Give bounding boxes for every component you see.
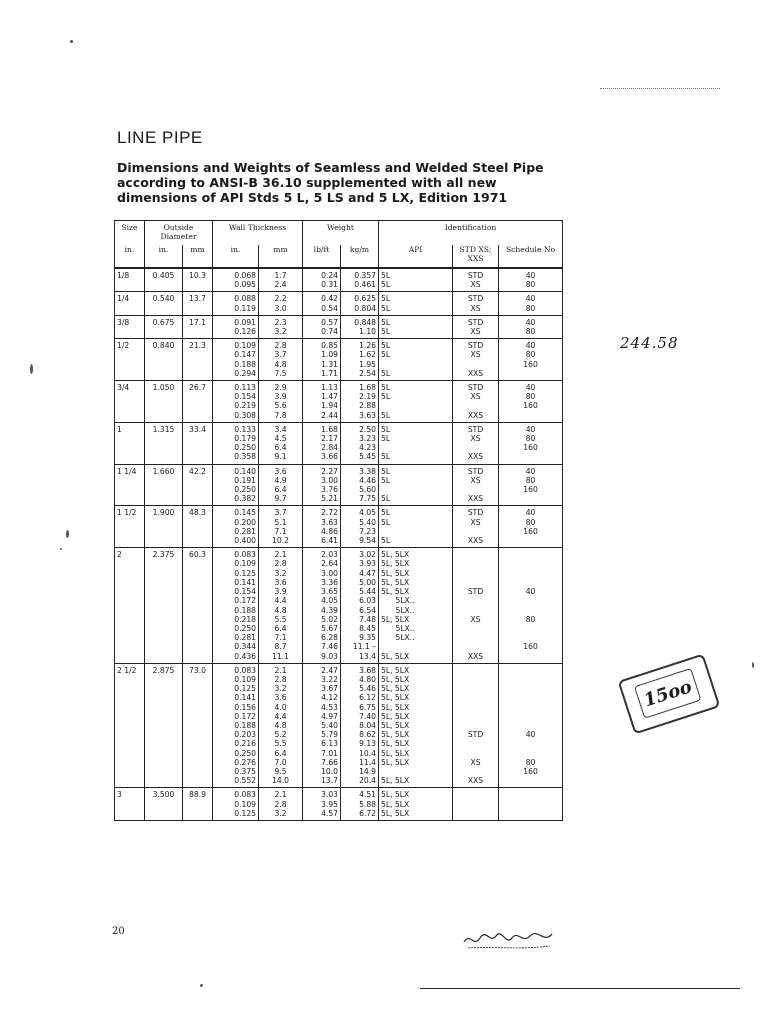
cell-std-class: STD XS XXS bbox=[453, 663, 499, 788]
cell-weight-kgm: 3.68 4.80 5.46 6.12 6.75 7.40 8.04 8.62 9.13 10.4 11.4 14.9 20.4 bbox=[341, 663, 379, 788]
table-row bbox=[115, 381, 563, 423]
cell-weight-lbft: 1.68 2.17 2.84 3.66 bbox=[303, 422, 341, 464]
cell-schedule-no: 40 80 160 bbox=[499, 422, 563, 464]
cell-od-mm: 73.0 bbox=[183, 663, 213, 788]
unit-weight-lbft: lb/ft bbox=[303, 245, 341, 268]
stamp-text: 15oo bbox=[634, 668, 702, 719]
document-subtitle: Dimensions and Weights of Seamless and Welded Steel Pipe according to ANSI-B 36.10 supplemented with all new dimensions of API Stds 5 L, 5 LS and 5 LX, Edition 1971 bbox=[117, 160, 544, 205]
cell-weight-kgm: 0.848 1.10 bbox=[341, 315, 379, 338]
unit-wall-mm: mm bbox=[259, 245, 303, 268]
cell-size: 1 bbox=[115, 422, 145, 464]
table-row bbox=[115, 464, 563, 506]
cell-od-in: 2.875 bbox=[145, 663, 183, 788]
cell-od-mm: 21.3 bbox=[183, 339, 213, 381]
cell-wall-in: 0.083 0.109 0.125 bbox=[213, 788, 259, 821]
cell-wall-mm: 2.3 3.2 bbox=[259, 315, 303, 338]
cell-od-in: 1.315 bbox=[145, 422, 183, 464]
cell-weight-lbft: 0.57 0.74 bbox=[303, 315, 341, 338]
cell-weight-lbft: 0.42 0.54 bbox=[303, 292, 341, 315]
cell-api: 5L 5L 5L bbox=[379, 506, 453, 548]
scan-speck bbox=[752, 662, 754, 668]
cell-schedule-no: 40 80 160 bbox=[499, 506, 563, 548]
cell-weight-lbft: 1.13 1.47 1.94 2.44 bbox=[303, 381, 341, 423]
cell-weight-kgm: 1.68 2.19 2.88 3.63 bbox=[341, 381, 379, 423]
cell-size: 1 1/2 bbox=[115, 506, 145, 548]
cell-wall-in: 0.145 0.200 0.281 0.400 bbox=[213, 506, 259, 548]
cell-wall-in: 0.140 0.191 0.250 0.382 bbox=[213, 464, 259, 506]
table-row bbox=[115, 548, 563, 663]
cell-schedule-no bbox=[499, 788, 563, 821]
cell-std-class: STD XS XXS bbox=[453, 422, 499, 464]
scan-speck bbox=[200, 984, 203, 987]
cell-weight-kgm: 0.625 0.804 bbox=[341, 292, 379, 315]
cell-schedule-no: 40 80 160 bbox=[499, 464, 563, 506]
cell-weight-lbft: 0.85 1.09 1.31 1.71 bbox=[303, 339, 341, 381]
cell-od-in: 0.840 bbox=[145, 339, 183, 381]
pipe-table-body bbox=[115, 268, 563, 820]
cell-schedule-no: 40 80 160 bbox=[499, 548, 563, 663]
cell-api: 5L 5L 5L bbox=[379, 422, 453, 464]
scan-speck bbox=[70, 40, 73, 43]
cell-wall-in: 0.088 0.119 bbox=[213, 292, 259, 315]
cell-od-in: 0.405 bbox=[145, 268, 183, 292]
cell-od-mm: 26.7 bbox=[183, 381, 213, 423]
cell-schedule-no: 40 80 bbox=[499, 292, 563, 315]
cell-std-class: STD XS bbox=[453, 315, 499, 338]
cell-std-class: STD XS XXS bbox=[453, 339, 499, 381]
cell-od-in: 1.900 bbox=[145, 506, 183, 548]
cell-api: 5L, 5LX 5L, 5LX 5L, 5LX 5L, 5LX 5L, 5LX 5L, 5LX 5L, 5LX 5L, 5LX 5L, 5LX 5L, 5LX 5L, 5LX 5L, 5LX bbox=[379, 663, 453, 788]
cell-size: 1/2 bbox=[115, 339, 145, 381]
header-weight: Weight bbox=[303, 221, 379, 246]
unit-wall-in: in. bbox=[213, 245, 259, 268]
cell-wall-mm: 2.2 3.0 bbox=[259, 292, 303, 315]
table-row bbox=[115, 268, 563, 292]
scan-speck bbox=[60, 548, 62, 550]
page-number: 20 bbox=[112, 926, 125, 937]
unit-api: API bbox=[379, 245, 453, 268]
cell-wall-in: 0.109 0.147 0.188 0.294 bbox=[213, 339, 259, 381]
cell-size: 1/4 bbox=[115, 292, 145, 315]
scan-speck bbox=[30, 364, 33, 374]
cell-wall-in: 0.133 0.179 0.250 0.358 bbox=[213, 422, 259, 464]
cell-weight-kgm: 4.05 5.40 7.23 9.54 bbox=[341, 506, 379, 548]
cell-wall-in: 0.083 0.109 0.125 0.141 0.154 0.172 0.188 0.218 0.250 0.281 0.344 0.436 bbox=[213, 548, 259, 663]
cell-size: 1 1/4 bbox=[115, 464, 145, 506]
cell-od-mm: 33.4 bbox=[183, 422, 213, 464]
cell-od-in: 2.375 bbox=[145, 548, 183, 663]
scan-speck bbox=[66, 530, 69, 538]
cell-schedule-no: 40 80 160 bbox=[499, 663, 563, 788]
cell-size: 3/8 bbox=[115, 315, 145, 338]
bottom-rule bbox=[420, 988, 740, 989]
cell-od-mm: 42.2 bbox=[183, 464, 213, 506]
header-identification: Identification bbox=[379, 221, 563, 246]
cell-std-class: STD XS bbox=[453, 268, 499, 292]
unit-od-in: in. bbox=[145, 245, 183, 268]
scan-artifact-line bbox=[600, 88, 720, 89]
cell-od-mm: 10.3 bbox=[183, 268, 213, 292]
cell-weight-lbft: 2.72 3.63 4.86 6.41 bbox=[303, 506, 341, 548]
cell-wall-mm: 2.1 2.8 3.2 3.6 3.9 4.4 4.8 5.5 6.4 7.1 8.7 11.1 bbox=[259, 548, 303, 663]
cell-std-class: STD XS XXS bbox=[453, 464, 499, 506]
cell-weight-kgm: 2.50 3.23 4.23 5.45 bbox=[341, 422, 379, 464]
cell-schedule-no: 40 80 160 bbox=[499, 381, 563, 423]
cell-std-class bbox=[453, 788, 499, 821]
cell-wall-mm: 2.1 2.8 3.2 3.6 4.0 4.4 4.8 5.2 5.5 6.4 7.0 9.5 14.0 bbox=[259, 663, 303, 788]
cell-api: 5L 5L 5L bbox=[379, 381, 453, 423]
cell-wall-mm: 3.6 4.9 6.4 9.7 bbox=[259, 464, 303, 506]
cell-weight-kgm: 3.38 4.46 5.60 7.75 bbox=[341, 464, 379, 506]
cell-wall-in: 0.083 0.109 0.125 0.141 0.156 0.172 0.188 0.203 0.216 0.250 0.276 0.375 0.552 bbox=[213, 663, 259, 788]
cell-od-mm: 17.1 bbox=[183, 315, 213, 338]
cell-std-class: STD XS XXS bbox=[453, 381, 499, 423]
cell-wall-mm: 2.8 3.7 4.8 7.5 bbox=[259, 339, 303, 381]
cell-std-class: STD XS bbox=[453, 292, 499, 315]
cell-weight-lbft: 2.27 3.00 3.76 5.21 bbox=[303, 464, 341, 506]
signature-image bbox=[460, 926, 556, 956]
cell-std-class: STD XS XXS bbox=[453, 506, 499, 548]
cell-api: 5L 5L bbox=[379, 315, 453, 338]
table-row bbox=[115, 292, 563, 315]
cell-wall-in: 0.068 0.095 bbox=[213, 268, 259, 292]
unit-weight-kgm: kg/m bbox=[341, 245, 379, 268]
unit-size-in: in. bbox=[115, 245, 145, 268]
table-row bbox=[115, 788, 563, 821]
header-outside-diameter: Outside Diameter bbox=[145, 221, 213, 246]
cell-wall-mm: 2.1 2.8 3.2 bbox=[259, 788, 303, 821]
cell-weight-lbft: 3.03 3.95 4.57 bbox=[303, 788, 341, 821]
cell-api: 5L, 5LX 5L, 5LX 5L, 5LX bbox=[379, 788, 453, 821]
pipe-dimensions-table-wrapper bbox=[114, 220, 562, 821]
cell-api: 5L 5L bbox=[379, 268, 453, 292]
header-size: Size bbox=[115, 221, 145, 246]
cell-schedule-no: 40 80 bbox=[499, 268, 563, 292]
table-row bbox=[115, 663, 563, 788]
cell-od-mm: 88.9 bbox=[183, 788, 213, 821]
cell-weight-kgm: 3.02 3.93 4.47 5.00 5.44 6.03 6.54 7.48 8.45 9.35 11.1 – 13.4 bbox=[341, 548, 379, 663]
cell-api: 5L 5L bbox=[379, 292, 453, 315]
unit-schedule-no: Schedule No bbox=[499, 245, 563, 268]
cell-weight-kgm: 0.357 0.461 bbox=[341, 268, 379, 292]
cell-od-in: 1.050 bbox=[145, 381, 183, 423]
table-row bbox=[115, 339, 563, 381]
cell-weight-kgm: 4.51 5.88 6.72 bbox=[341, 788, 379, 821]
table-row bbox=[115, 422, 563, 464]
cell-wall-mm: 2.9 3.9 5.6 7.8 bbox=[259, 381, 303, 423]
stamp bbox=[618, 653, 721, 734]
cell-size: 3/4 bbox=[115, 381, 145, 423]
cell-schedule-no: 40 80 160 bbox=[499, 339, 563, 381]
cell-schedule-no: 40 80 bbox=[499, 315, 563, 338]
cell-size: 1/8 bbox=[115, 268, 145, 292]
cell-api: 5L, 5LX 5L, 5LX 5L, 5LX 5L, 5LX 5L, 5LX 5LX.. 5LX.. 5L, 5LX 5LX.. 5LX.. 5L, 5LX bbox=[379, 548, 453, 663]
cell-weight-lbft: 2.03 2.64 3.00 3.36 3.65 4.05 4.39 5.02 5.67 6.28 7.46 9.03 bbox=[303, 548, 341, 663]
cell-wall-in: 0.113 0.154 0.219 0.308 bbox=[213, 381, 259, 423]
header-wall-thickness: Wall Thickness bbox=[213, 221, 303, 246]
cell-wall-in: 0.091 0.126 bbox=[213, 315, 259, 338]
cell-std-class: STD XS XXS bbox=[453, 548, 499, 663]
cell-od-in: 3.500 bbox=[145, 788, 183, 821]
cell-wall-mm: 3.7 5.1 7.1 10.2 bbox=[259, 506, 303, 548]
cell-api: 5L 5L 5L bbox=[379, 339, 453, 381]
cell-weight-lbft: 2.47 3.22 3.67 4.12 4.53 4.97 5.40 5.79 6.13 7.01 7.66 10.0 13.7 bbox=[303, 663, 341, 788]
unit-std-xs-xxs: STD XS; XXS bbox=[453, 245, 499, 268]
handwritten-margin-note: 244.58 bbox=[620, 334, 679, 352]
unit-od-mm: mm bbox=[183, 245, 213, 268]
cell-od-mm: 60.3 bbox=[183, 548, 213, 663]
cell-od-in: 0.675 bbox=[145, 315, 183, 338]
cell-size: 2 bbox=[115, 548, 145, 663]
page-title: LINE PIPE bbox=[117, 128, 203, 147]
cell-size: 3 bbox=[115, 788, 145, 821]
cell-wall-mm: 1.7 2.4 bbox=[259, 268, 303, 292]
cell-size: 2 1/2 bbox=[115, 663, 145, 788]
cell-od-mm: 48.3 bbox=[183, 506, 213, 548]
table-row bbox=[115, 315, 563, 338]
table-row bbox=[115, 506, 563, 548]
cell-od-in: 0.540 bbox=[145, 292, 183, 315]
cell-od-mm: 13.7 bbox=[183, 292, 213, 315]
cell-weight-kgm: 1.26 1.62 1.95 2.54 bbox=[341, 339, 379, 381]
pipe-dimensions-table bbox=[114, 220, 563, 821]
cell-weight-lbft: 0.24 0.31 bbox=[303, 268, 341, 292]
cell-api: 5L 5L 5L bbox=[379, 464, 453, 506]
cell-wall-mm: 3.4 4.5 6.4 9.1 bbox=[259, 422, 303, 464]
cell-od-in: 1.660 bbox=[145, 464, 183, 506]
